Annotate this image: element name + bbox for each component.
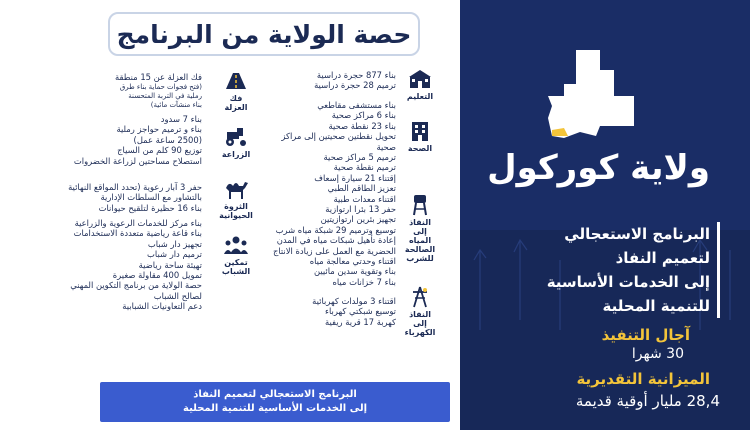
youth-heading (216, 234, 256, 276)
list-item: توسيع شبكتي كهرباء (325, 306, 396, 317)
list-item: بناء منشآت مائية) (150, 101, 202, 109)
region-title: ولاية كوركول (487, 148, 710, 188)
sections-content (0, 64, 460, 380)
list-item: بناء قاعة رياضية متعددة الاستخدامات (73, 228, 202, 239)
list-item: ترميم 28 حجرة دراسية (314, 80, 396, 91)
isolation-label: فك العزلة (224, 94, 248, 112)
list-item: إقتناء 21 سيارة إسعاف (314, 172, 396, 183)
divider (717, 222, 720, 318)
list-item: بناء مركز للخدمات الرعوية والزراعية (74, 218, 202, 228)
list-item: تعزيز الطاقم الطبي (327, 183, 396, 194)
youth-group-icon (223, 234, 249, 256)
list-item: ترميم دار شباب (147, 249, 202, 260)
list-item: تحويل نقطتين صحيتين إلى مراكز (281, 131, 396, 142)
electricity-label: النفاذ إلى الكهرباء (404, 310, 436, 337)
list-item: اقتناء 3 مولدات كهربائية (312, 296, 396, 306)
program-title: البرنامج الاستعجالي لتعميم النفاذ إلى الخدمات الأساسية للتنمية المحلية (546, 225, 710, 315)
title-box (108, 12, 420, 56)
youth-label: تمكين الشباب (221, 258, 251, 276)
school-icon (407, 68, 433, 90)
electricity-items (312, 296, 396, 327)
agriculture-heading (216, 126, 256, 159)
budget-label: الميزانية التقديرية (576, 370, 710, 388)
livestock-items (68, 182, 202, 213)
list-item: الحضرية مع العمل على زيادة الانتاج (272, 245, 396, 256)
agriculture-label: الزراعة (221, 150, 251, 159)
livestock-label: الثروة الحيوانية (219, 202, 253, 220)
list-item: بناء 23 نقطة صحية (328, 120, 396, 131)
water-items (273, 204, 396, 287)
health-items (281, 100, 396, 204)
list-item: بناء 6 مراكز صحية (331, 110, 396, 121)
isolation-subitems (120, 83, 202, 110)
road-icon (223, 70, 249, 92)
page-title: حصة الولاية من البرنامج (116, 19, 412, 49)
list-item: استصلاح مساحتين لزراعة الخضروات (73, 155, 202, 166)
deadline-label: آجال التنفيذ (601, 326, 690, 344)
list-item: بناء و ترميم حواجز رملية (116, 124, 202, 135)
list-item: بناء مستشفى مقاطعي (317, 100, 396, 110)
list-item: بناء 877 حجرة دراسية (316, 70, 396, 80)
electricity-heading (400, 286, 440, 337)
power-pylon-icon (407, 286, 433, 308)
isolation-heading (216, 70, 256, 112)
water-label: النفاذ إلى المياه الصالحة للشرب (404, 218, 436, 263)
hospital-icon (407, 120, 433, 142)
list-item: بناء وتقوية سدين مائيين (313, 266, 396, 277)
list-item: اقتناء معدات طبية (333, 193, 396, 204)
list-item: حفر 13 بئرا ارتوازية (325, 204, 396, 214)
list-item: بناء 7 سدود (160, 114, 202, 124)
list-item: كهربة 17 قرية ريفية (324, 316, 396, 327)
list-item: دعم التعاونيات الشبابية (122, 301, 202, 312)
program-banner (100, 382, 450, 422)
list-item: تهيئة ساحة رياضية (138, 259, 202, 270)
livestock-heading (216, 178, 256, 220)
list-item: توسيع وترميم 29 شبكة مياه شرب (275, 224, 396, 235)
list-item: بناء 7 خزانات مياه (332, 276, 396, 287)
region-panel (460, 0, 750, 430)
list-item: تجهيز بئرين ارتوازيتين (320, 214, 396, 225)
list-item: حصة الولاية من برنامج التكوين المهني (70, 280, 202, 291)
water-heading (400, 194, 440, 263)
list-item: اقتناء وحدتي معالجة مياه (309, 256, 396, 267)
banner-line: إلى الخدمات الأساسية للتنمية المحلية (183, 403, 368, 414)
youth-items (70, 218, 202, 312)
list-item: ترميم 5 مراكز صحية (323, 152, 396, 163)
list-item: (فتح فجوات حماية بناء طرق (119, 83, 202, 91)
camel-icon (223, 178, 249, 200)
list-item: بالتشاور مع السلطات الإدارية (100, 192, 202, 203)
education-items (314, 70, 396, 91)
list-item: لصالح الشباب (153, 290, 202, 301)
list-item: فك العزلة عن 15 منطقة (115, 72, 202, 82)
list-item: تمويل 400 مقاولة صغيرة (112, 270, 202, 281)
health-heading (400, 120, 440, 153)
list-item: (2500 ساعة عمل) (133, 134, 202, 145)
list-item: توزيع 90 كلم من السياج (117, 145, 202, 156)
mauritania-map (540, 46, 640, 146)
list-item: رملية في التربة المتحسنة (128, 92, 202, 100)
list-item: صحية (376, 141, 396, 152)
list-item: إعادة تأهيل شبكات مياه في المدن (276, 235, 396, 246)
education-label: التعليم (406, 92, 434, 101)
agriculture-items (74, 114, 202, 166)
water-tower-icon (407, 194, 433, 216)
health-label: الصحة (407, 144, 433, 153)
isolation-items (115, 72, 202, 82)
list-item: حفر 3 آبار رعوية (تحدد المواقع النهائية (68, 182, 202, 192)
list-item: تجهيز دار شباب (147, 238, 202, 249)
banner-line: البرنامج الاستعجالي لتعميم النفاذ (193, 389, 357, 400)
education-heading (400, 68, 440, 101)
deadline-value: 30 شهرا (631, 346, 684, 362)
list-item: بناء 16 حظيرة لتلقيح حيوانات (98, 202, 202, 213)
budget-value: 28,4 مليار أوقية قديمة (575, 392, 720, 410)
tractor-icon (223, 126, 249, 148)
list-item: ترميم نقطة صحية (333, 162, 396, 173)
